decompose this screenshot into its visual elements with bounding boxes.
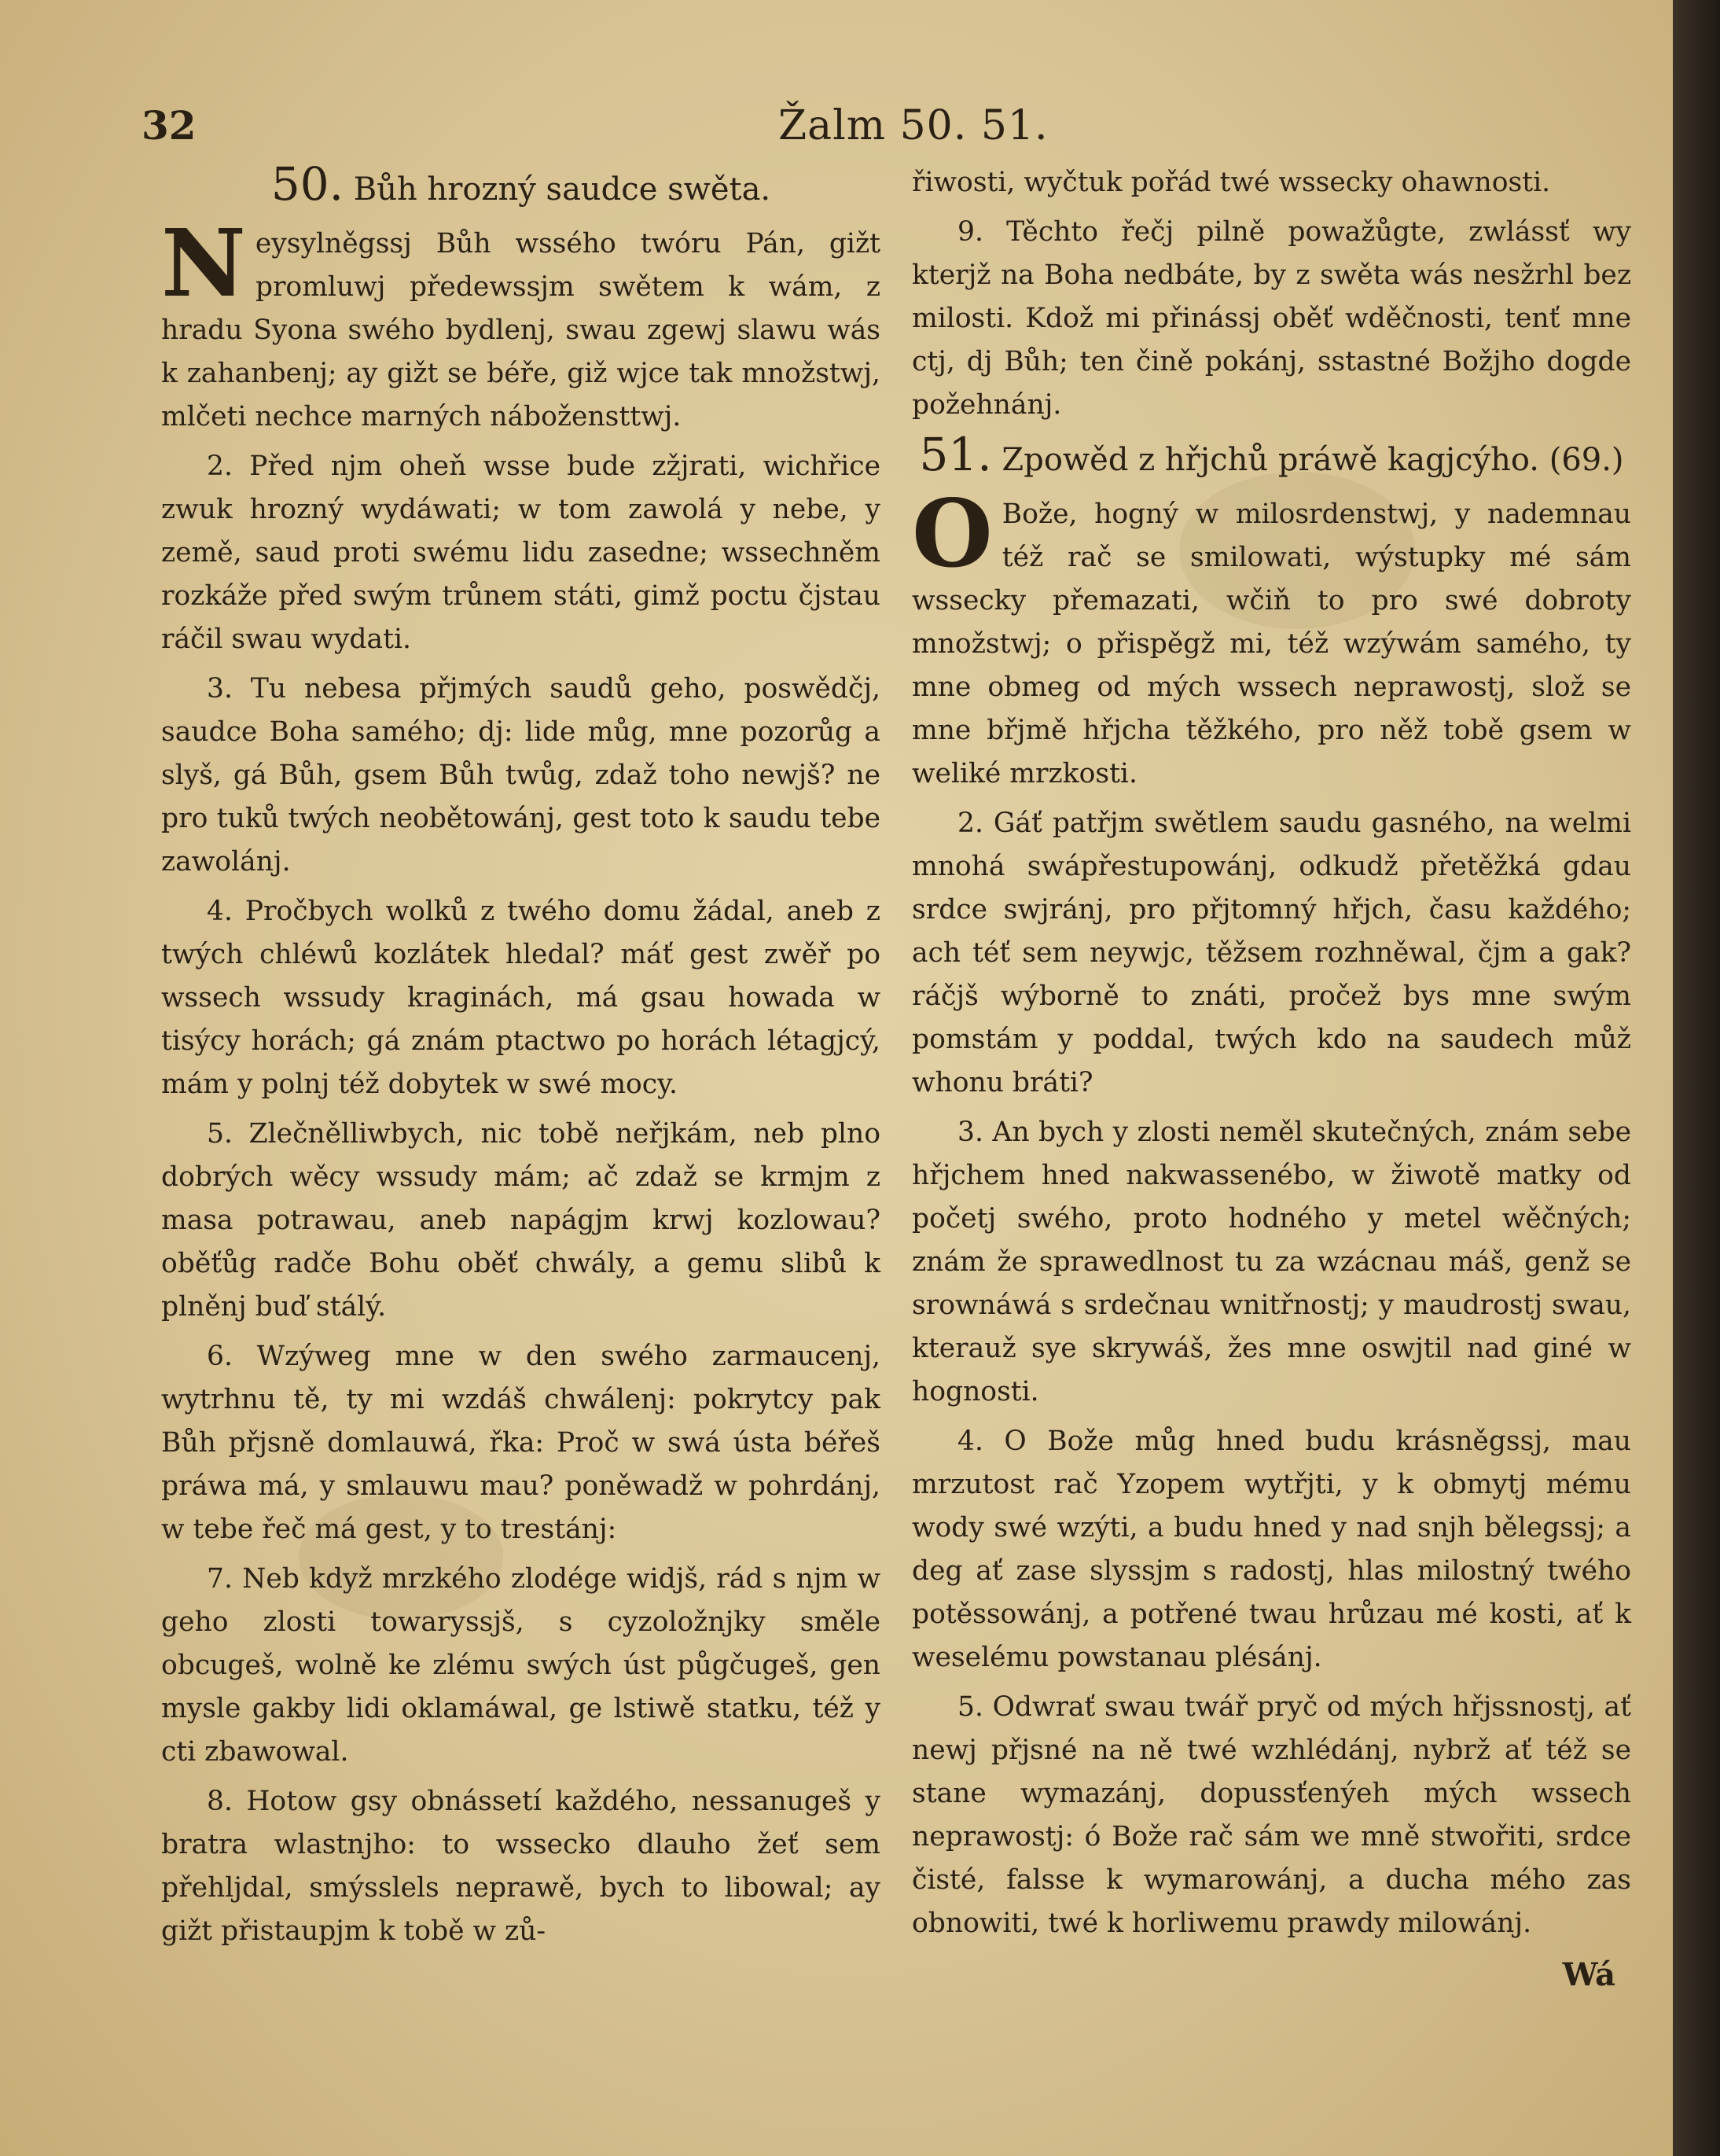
psalm-51-title: Zpowěd z hřjchů práwě kagjcýho. (69.) [1001,442,1624,478]
psalm-51-number: 51. [919,428,992,481]
psalm-50-verse-2: 2. Před njm oheň wsse bude zžjrati, wichřice zwuk hrozný wydáwati; w tom zawolá y nebe, y země, saud proti swému lidu zasedne; wssechněm rozkáže před swým trůnem státi, gimž poctu čjstau ráčil swau wydati. [161,451,880,655]
psalm-50-heading [161,157,880,212]
psalm-50-verse-8-continuation: řiwosti, wyčtuk pořád twé wssecky ohawnosti. [912,167,1551,198]
psalm-50-verse-7: 7. Neb když mrzkého zlodége widjš, rád s njm w geho zlosti towaryssjš, s cyzoložnjky směle obcugeš, wolně ke zlému swých úst půgčugeš, gen mysle gakby lidi oklamáwal, ge lstiwě statku, též y cti zbawowal. [161,1563,880,1768]
psalm-50-verse-5: 5. Zlečnělliwbych, nic tobě neřjkám, neb plno dobrých wěcy wssudy mám; ač zdaž se krmjm z masa potrawau, aneb napágjm krwj kozlowau? oběťůg radče Bohu oběť chwály, a gemu slibů k plněnj buď stálý. [161,1118,880,1323]
psalm-50-verse-4: 4. Pročbych wolků z twého domu žádal, aneb z twých chléwů kozlátek hledal? máť gest zwěř po wssech wssudy kraginách, má gsau howada w tisýcy horách; gá znám ptactwo po horách létagjcý, mám y polnj též dobytek w swé mocy. [161,896,880,1100]
left-column [161,157,880,1959]
running-head: Žalm 50. 51. [778,102,1049,149]
psalm-50-title: Bůh hrozný saudce swěta. [353,171,771,208]
psalm-50-verse-6: 6. Wzýweg mne w den swého zarmaucenj, wytrhnu tě, ty mi wzdáš chwálenj: pokrytcy pak Bůh přjsně domlauwá, řka: Proč w swá ústa béřeš práwa má, y smlauwu mau? poněwadž w pohrdánj, w tebe řeč má gest, y to trestánj: [161,1341,880,1545]
psalm-50-verse-8: 8. Hotow gsy obnássetí každého, nessanugeš y bratra wlastnjho: to wssecko dlauho žeť sem přehljdal, smýsslels neprawě, bych to libowal; ay gižt přistaupjm k tobě w zů- [161,1786,880,1947]
catchword: Wá [1562,1956,1615,1993]
drop-cap: O [912,479,993,588]
psalm-50-verse-9: 9. Těchto řečj pilně powažůgte, zwlássť wy kterjž na Boha nedbáte, by z swěta wás nesžrhl bez milosti. Kdož mi přinássj oběť wděčnosti, tenť mne ctj, dj Bůh; ten čině pokánj, sstastné Božjho dogde požehnánj. [912,216,1631,421]
drop-cap: N [161,208,246,318]
book-edge [1673,0,1720,2156]
psalm-50-verse-1: Neysylněgssj Bůh wssého twóru Pán, gižt promluwj předewssjm swětem k wám, z hradu Syona swého bydlenj, swau zgewj slawu wás k zahanbenj; ay gižt se béře, giž wjce tak množstwj, mlčeti nechce marných nábožensttwj. [161,208,880,432]
psalm-51-verse-4: 4. O Bože můg hned budu krásněgssj, mau mrzutost rač Yzopem wytřjti, y k obmytj mému wody swé wzýti, a budu hned y nad snjh bělegssj; a deg ať zase slyssjm s radostj, hlas milostný twého potěssowánj, a potřené twau hrůzau mé kosti, ať k weselému powstanau plésánj. [912,1426,1631,1673]
right-column [912,161,1631,1996]
psalm-50-verse-3: 3. Tu nebesa přjmých saudů geho, poswědčj, saudce Boha samého; dj: lide můg, mne pozorůg a slyš, gá Bůh, gsem Bůh twůg, zdaž toho newjš? ne pro tuků twých neobětowánj, gest toto k saudu tebe zawolánj. [161,673,880,877]
psalm-51-heading [912,428,1631,482]
psalm-51-verse-5: 5. Odwrať swau twář pryč od mých hřjssnostj, ať newj přjsné na ně twé wzhlédánj, nybrž ať též se stane wymazánj, dopussťenýeh mých wssech neprawostj: ó Bože rač sám we mně stwořiti, srdce čisté, falsse k wymarowánj, a ducha mého zas obnowiti, twé k horliwemu prawdy milowánj. [912,1691,1631,1939]
psalm-51-verse-3: 3. An bych y zlosti neměl skutečných, znám sebe hřjchem hned nakwassenébo, w žiwotě matky od početj swého, proto hodného y metel wěčných; znám že sprawedlnost tu za wzácnau máš, genž se srownáwá s srdečnau wnitřnostj; y maudrostj swau, kterauž sye skrywáš, žes mne oswjtil nad giné w hognosti. [912,1117,1631,1407]
psalm-51-verse-2: 2. Gáť patřjm swětlem saudu gasného, na welmi mnohá swápřestupowánj, odkudž přetěžká gdau srdce swjránj, pro přjtomný hřjch, času každého; ach téť sem neywjc, těžsem rozhněwal, čjm a gak? ráčjš wýborně to znáti, pročež bys mne swým pomstám y poddal, twých kdo na saudech můž whonu bráti? [912,808,1631,1098]
page-number: 32 [141,102,197,149]
psalm-51-verse-1: O Bože, hogný w milosrdenstwj, y nademnau též rač se smilowati, wýstupky mé sám wssecky přemazati, wčiň to pro swé dobroty množstwj; o přispěgž mi, též wzýwám samého, ty mne obmeg od mých wssech neprawostj, slož se mne břjmě hřjcha těžkého, pro něž tobě gsem w weliké mrzkosti. [912,479,1631,789]
page-header [118,102,1643,165]
psalm-50-number: 50. [270,157,344,211]
